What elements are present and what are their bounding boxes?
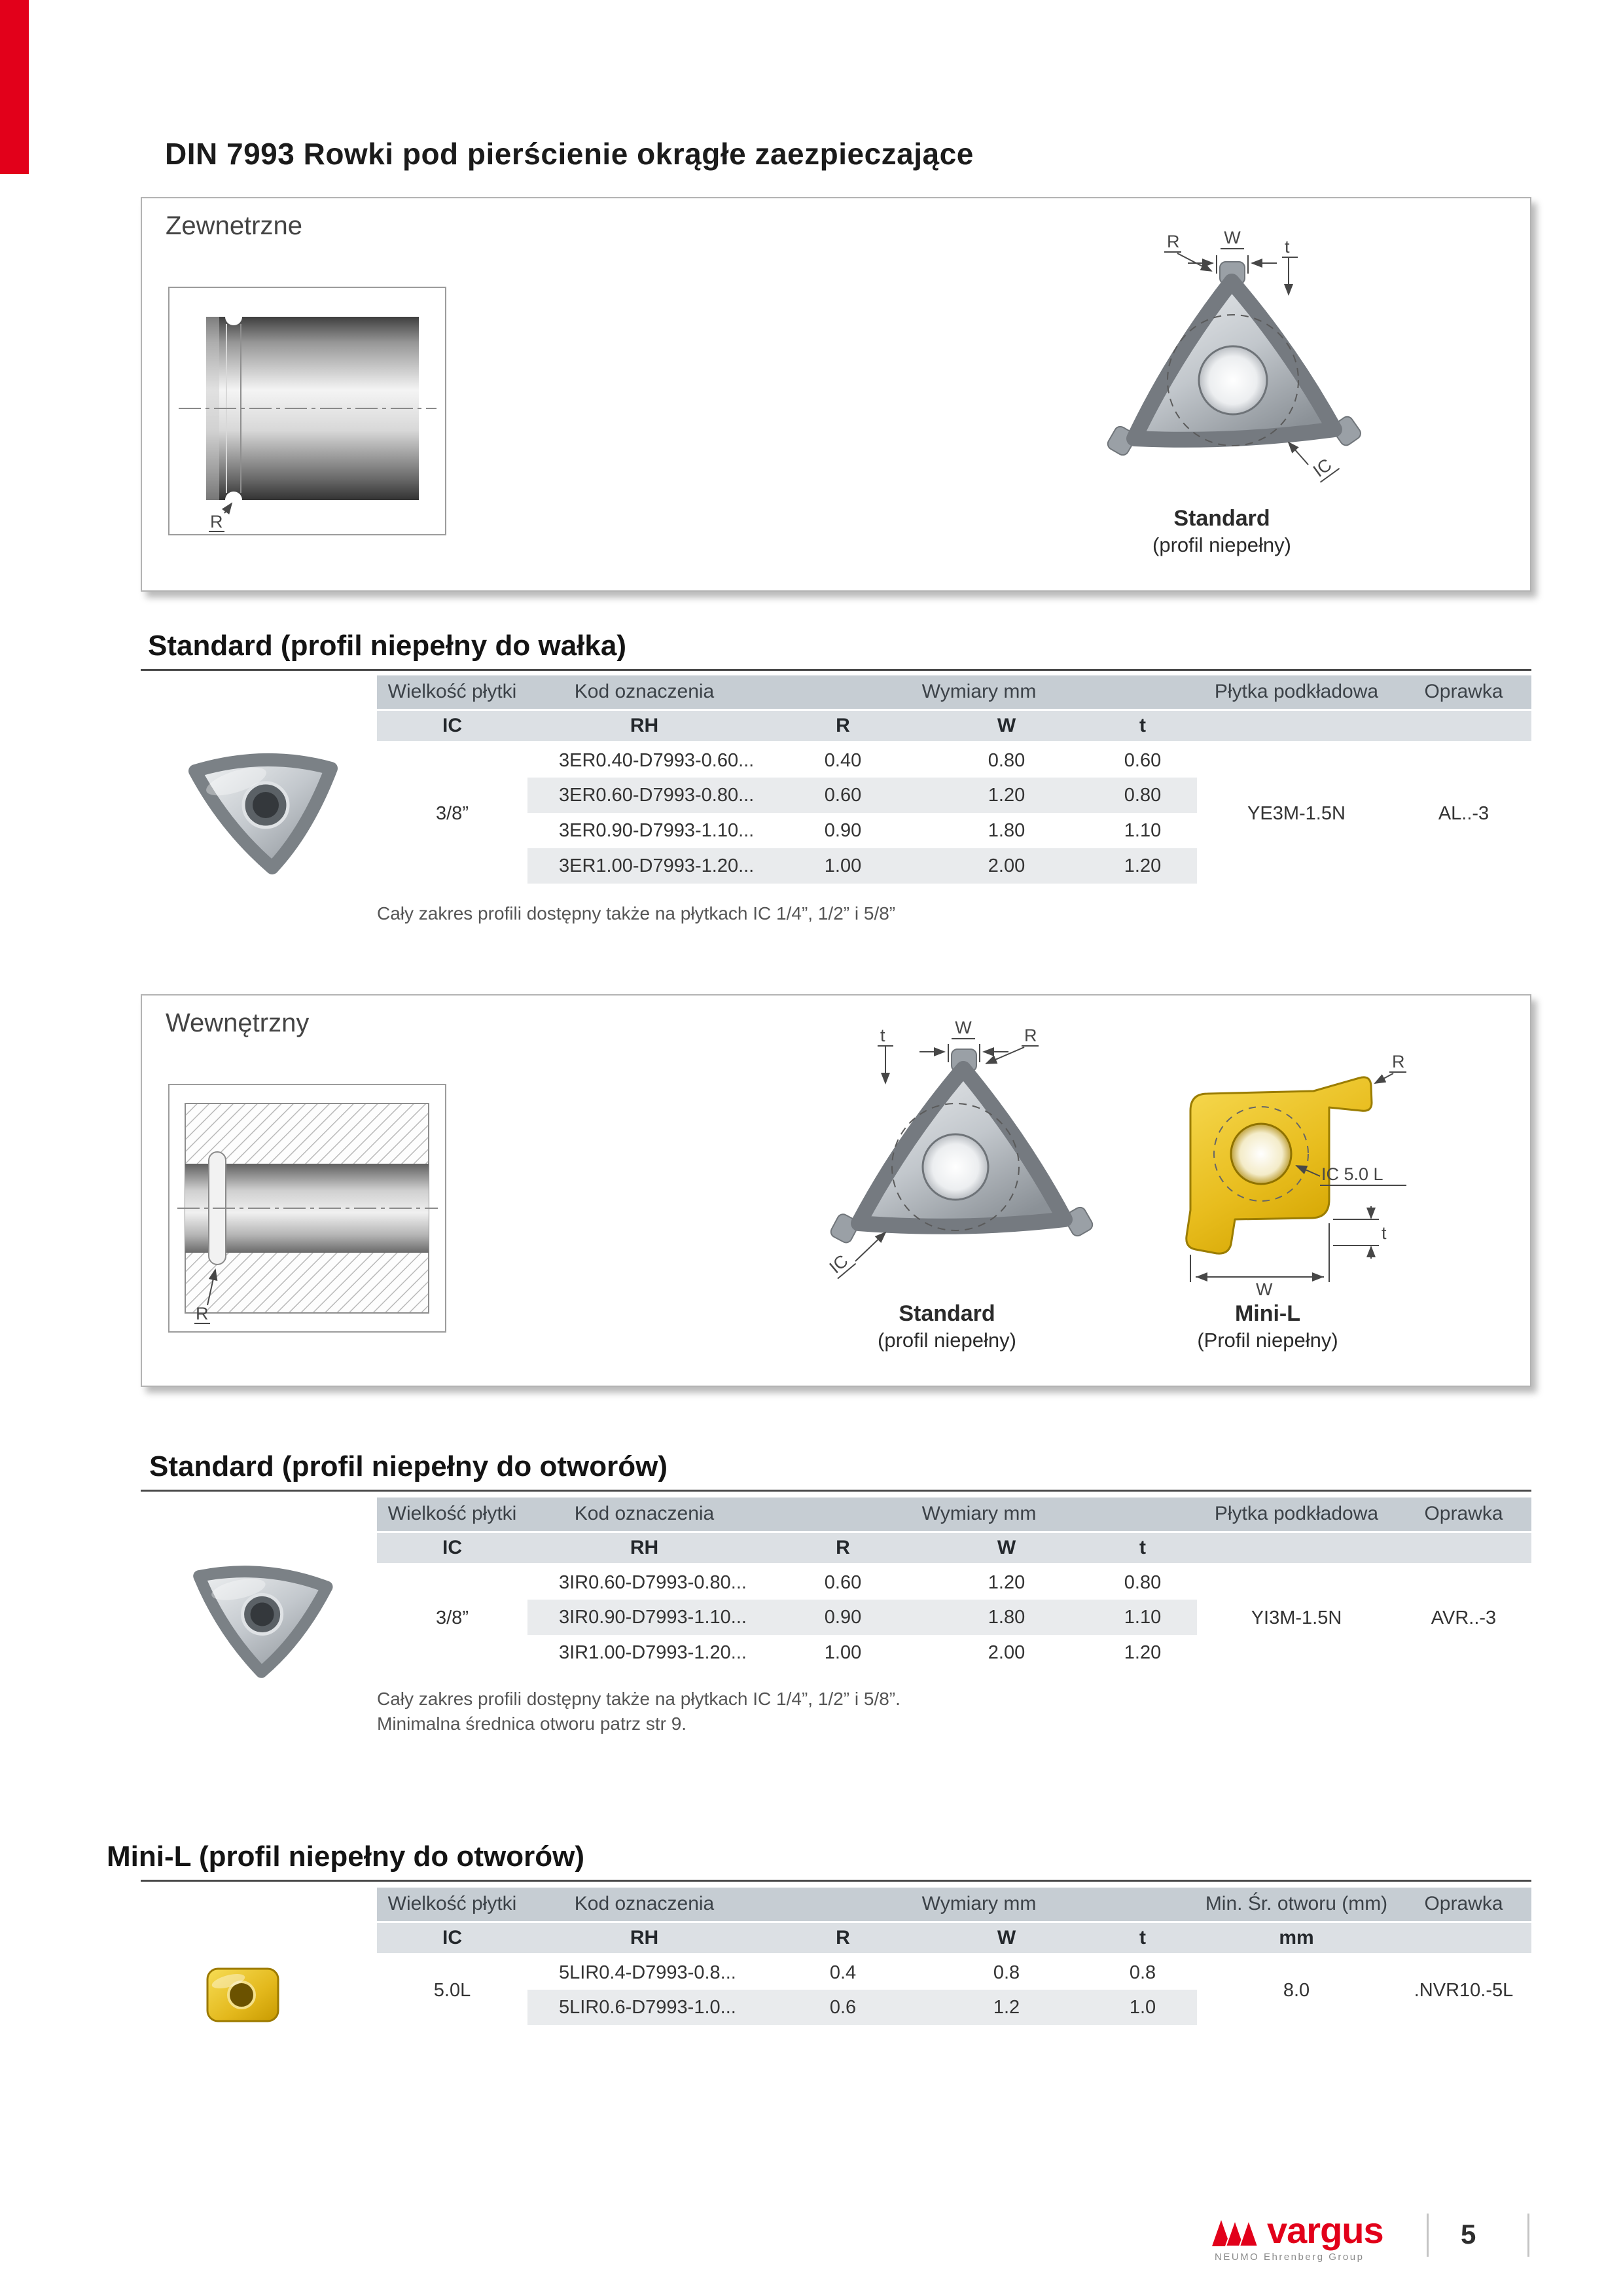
cell-w: 1.80 [988, 819, 1026, 841]
cell-r: 1.00 [761, 848, 925, 884]
table-header-row [377, 1888, 1531, 1922]
subheader-r: R [761, 1922, 925, 1954]
cell-t: 0.80 [1088, 778, 1197, 813]
dim-w-label: W [1224, 228, 1241, 247]
insert-photo-internal [170, 1552, 348, 1683]
subheader-w: W [925, 1922, 1088, 1954]
standard-bore-table [377, 1498, 1531, 1670]
minil-caption [1104, 1300, 1431, 1354]
cell-code: 5LIR0.4-D7993-0.8... [559, 1962, 736, 1983]
table-row [377, 1564, 1531, 1600]
cell-r: 0.6 [761, 1990, 925, 2025]
subheader-w: W [925, 709, 1088, 742]
caption-sub: (Profil niepełny) [1197, 1329, 1338, 1352]
subheader-t: t [1088, 709, 1197, 742]
vargus-logo-text: vargus [1267, 2210, 1383, 2251]
cell-holder: AL..-3 [1438, 802, 1489, 824]
section-heading-minil: Mini-L (profil niepełny do otworów) [107, 1840, 584, 1873]
cell-t: 0.60 [1124, 749, 1162, 771]
insert-photo-minil [198, 1958, 290, 2032]
center-hole [1231, 1124, 1291, 1184]
bore-table-note-1: Cały zakres profili dostępny także na płytkach IC 1/4”, 1/2” i 5/8”. [377, 1689, 901, 1709]
col-header-size: Wielkość płytki [377, 1888, 527, 1922]
red-corner-bar [0, 0, 29, 174]
subheader-ic: IC [377, 1532, 527, 1564]
col-header-holder: Oprawka [1396, 1888, 1531, 1922]
internal-panel [141, 994, 1531, 1387]
cell-ic: 3/8” [436, 802, 469, 824]
col-header-shim: Płytka podkładowa [1197, 675, 1396, 709]
dim-ic-minil-label: IC 5.0 L [1321, 1164, 1383, 1184]
col-header-holder: Oprawka [1396, 675, 1531, 709]
cell-w: 2.00 [988, 1641, 1026, 1663]
cell-code: 3IR1.00-D7993-1.20... [559, 1641, 747, 1663]
vargus-logo-subtext: NEUMO Ehrenberg Group [1215, 2251, 1364, 2263]
col-header-holder: Oprawka [1396, 1498, 1531, 1532]
cell-t: 1.20 [1124, 1641, 1162, 1663]
standard-shaft-table [377, 675, 1531, 884]
cell-w: 1.20 [925, 778, 1088, 813]
external-insert-drawing [1012, 221, 1431, 503]
col-header-dims: Wymiary mm [761, 1498, 1197, 1532]
table-subheader-row [377, 709, 1531, 742]
subheader-mm: mm [1197, 1922, 1396, 1954]
internal-standard-caption [764, 1300, 1130, 1354]
cell-ic: 5.0L [433, 1979, 471, 2001]
dim-t-label: t [1382, 1223, 1387, 1243]
subheader-t: t [1088, 1922, 1197, 1954]
internal-panel-label: Wewnętrzny [166, 1009, 310, 1037]
dim-t-label: t [1285, 237, 1290, 257]
footer-divider [1427, 2214, 1429, 2257]
subheader-rh: RH [527, 1532, 761, 1564]
dim-r-label: R [1392, 1052, 1405, 1071]
subheader-t: t [1088, 1532, 1197, 1564]
dim-r-label: R [210, 512, 223, 531]
external-insert-caption [1012, 505, 1431, 558]
section-rule [141, 669, 1531, 671]
caption-title: Mini-L [1234, 1301, 1301, 1326]
center-hole [923, 1134, 988, 1200]
section-rule [141, 1880, 1531, 1882]
cell-code: 3ER0.90-D7993-1.10... [559, 819, 755, 841]
subheader-ic: IC [377, 709, 527, 742]
col-header-code: Kod oznaczenia [527, 1888, 761, 1922]
caption-sub: (profil niepełny) [878, 1329, 1016, 1352]
col-header-min-bore: Min. Śr. otworu (mm) [1197, 1888, 1396, 1922]
insert-photo-external [168, 738, 359, 884]
section-heading-bore: Standard (profil niepełny do otworów) [149, 1450, 668, 1482]
cell-code: 5LIR0.6-D7993-1.0... [527, 1990, 761, 2025]
groove-notch-top [225, 308, 242, 325]
bore-table-note-2: Minimalna średnica otworu patrz str 9. [377, 1713, 687, 1734]
vargus-logo-mark [1211, 2217, 1263, 2246]
bore-groove-drawing [168, 1084, 446, 1333]
cell-w: 0.80 [988, 749, 1026, 771]
caption-title: Standard [899, 1301, 995, 1326]
dim-w-label: W [955, 1018, 972, 1037]
dim-w-label: W [1256, 1280, 1273, 1297]
table-subheader-row [377, 1532, 1531, 1564]
col-header-size: Wielkość płytki [377, 1498, 527, 1532]
cell-shim: YE3M-1.5N [1247, 802, 1346, 824]
shaft-table-note: Cały zakres profili dostępny także na płytkach IC 1/4”, 1/2” i 5/8” [377, 903, 896, 924]
cell-code: 3IR0.60-D7993-0.80... [559, 1571, 747, 1593]
cell-w: 1.80 [925, 1600, 1088, 1635]
table-header-row [377, 1498, 1531, 1532]
col-header-dims: Wymiary mm [761, 1888, 1197, 1922]
col-header-code: Kod oznaczenia [527, 1498, 761, 1532]
internal-insert-drawing [764, 1015, 1130, 1297]
cell-r: 0.90 [824, 819, 862, 841]
dim-r-label: R [1167, 232, 1180, 251]
cell-r: 1.00 [824, 1641, 862, 1663]
cell-r: 0.40 [824, 749, 862, 771]
cell-r: 0.4 [829, 1962, 857, 1983]
page-title: DIN 7993 Rowki pod pierścienie okrągłe zaezpieczające [165, 137, 974, 171]
table-subheader-row [377, 1922, 1531, 1954]
page-number: 5 [1461, 2219, 1476, 2250]
subheader-r: R [761, 1532, 925, 1564]
col-header-size: Wielkość płytki [377, 675, 527, 709]
subheader-ic: IC [377, 1922, 527, 1954]
cell-holder: AVR..-3 [1431, 1607, 1497, 1628]
groove-notch-bottom [225, 492, 242, 509]
dim-t-label: t [880, 1026, 885, 1045]
footer-divider [1527, 2214, 1529, 2257]
cell-t: 0.8 [1129, 1962, 1156, 1983]
cell-w: 1.20 [988, 1571, 1026, 1593]
col-header-code: Kod oznaczenia [527, 675, 761, 709]
external-panel [141, 197, 1531, 592]
subheader-w: W [925, 1532, 1088, 1564]
subheader-rh: RH [527, 709, 761, 742]
shaft-groove-drawing [168, 287, 446, 535]
dim-ic-label: IC [1309, 454, 1336, 481]
cell-t: 1.10 [1124, 819, 1162, 841]
section-rule [141, 1490, 1531, 1492]
vargus-logo [1211, 2210, 1383, 2251]
cell-w: 1.2 [925, 1990, 1088, 2025]
caption-title: Standard [1173, 506, 1270, 531]
col-header-shim: Płytka podkładowa [1197, 1498, 1396, 1532]
cell-t: 1.0 [1088, 1990, 1197, 2025]
cell-t: 0.80 [1124, 1571, 1162, 1593]
minil-insert-drawing [1104, 1015, 1431, 1297]
col-header-dims: Wymiary mm [761, 675, 1197, 709]
minil-table [377, 1888, 1531, 2025]
cell-r: 0.60 [824, 1571, 862, 1593]
cell-w: 0.8 [993, 1962, 1020, 1983]
cell-t: 1.10 [1088, 1600, 1197, 1635]
cell-shim: YI3M-1.5N [1251, 1607, 1342, 1628]
table-row [377, 1954, 1531, 1990]
subheader-r: R [761, 709, 925, 742]
center-hole [1199, 346, 1267, 414]
cell-t: 1.20 [1088, 848, 1197, 884]
subheader-rh: RH [527, 1922, 761, 1954]
cell-r: 0.60 [761, 778, 925, 813]
dim-r-label: R [196, 1304, 209, 1323]
cell-r: 0.90 [761, 1600, 925, 1635]
table-row [377, 742, 1531, 778]
dim-r-label: R [1024, 1026, 1037, 1045]
cell-ic: 3/8” [436, 1607, 469, 1628]
cell-w: 2.00 [925, 848, 1088, 884]
cell-code: 3ER0.40-D7993-0.60... [559, 749, 755, 771]
cell-code: 3IR0.90-D7993-1.10... [527, 1600, 761, 1635]
cell-min-bore: 8.0 [1283, 1979, 1310, 2001]
cell-code: 3ER0.60-D7993-0.80... [527, 778, 761, 813]
cell-code: 3ER1.00-D7993-1.20... [527, 848, 761, 884]
cell-holder: .NVR10.-5L [1414, 1979, 1514, 2001]
dim-ic-label: IC [825, 1251, 852, 1278]
external-panel-label: Zewnetrzne [166, 211, 302, 240]
caption-sub: (profil niepełny) [1152, 533, 1291, 556]
section-heading-shaft: Standard (profil niepełny do wałka) [148, 630, 626, 662]
table-header-row [377, 675, 1531, 709]
